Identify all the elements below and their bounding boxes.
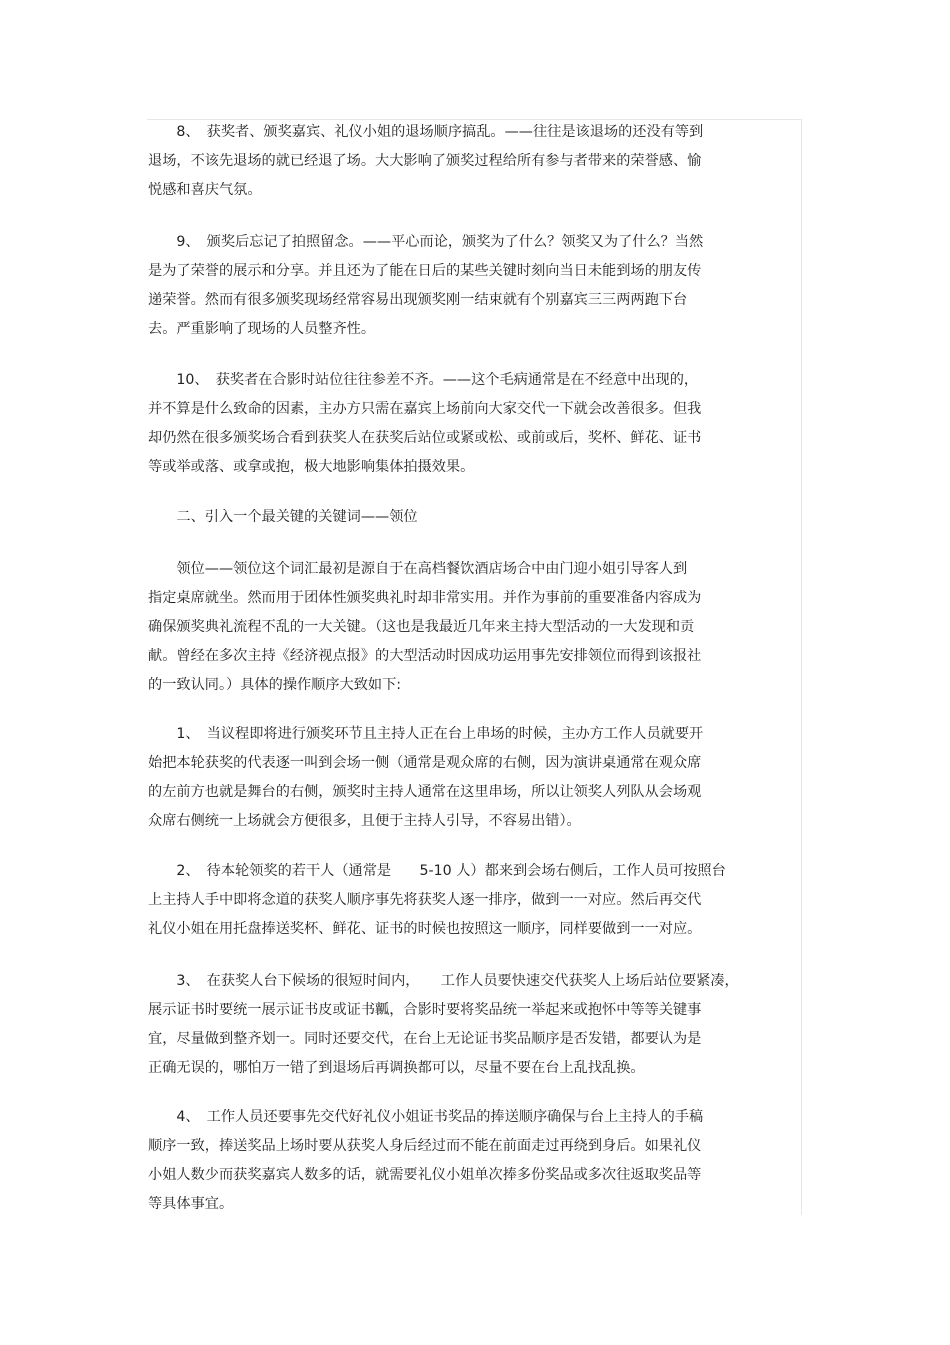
text-line: 1、 当议程即将进行颁奖环节且主持人正在台上串场的时候，主办方工作人员就要开 bbox=[148, 726, 704, 742]
text-line: 等或举或落、或拿或抱，极大地影响集体拍摄效果。 bbox=[148, 459, 475, 475]
text-line: 3、 在获奖人台下候场的很短时间内， 工作人员要快速交代获奖人上场后站位要紧凑， bbox=[148, 973, 739, 989]
text-line: 指定桌席就坐。然而用于团体性颁奖典礼时却非常实用。并作为事前的重要准备内容成为 bbox=[148, 590, 702, 606]
text-line: 宜，尽量做到整齐划一。同时还要交代，在台上无论证书奖品顺序是否发错，都要认为是 bbox=[148, 1031, 702, 1047]
text-line: 小姐人数少而获奖嘉宾人数多的话，就需要礼仪小姐单次捧多份奖品或多次往返取奖品等 bbox=[148, 1167, 702, 1183]
paragraph-step-4 bbox=[148, 1103, 768, 1219]
text-line: 正确无误的，哪怕万一错了到退场后再调换都可以，尽量不要在台上乱找乱换。 bbox=[148, 1060, 645, 1076]
text-line: 退场，不该先退场的就已经退了场。大大影响了颁奖过程给所有参与者带来的荣誉感、愉 bbox=[148, 153, 702, 169]
text-line: 等具体事宜。 bbox=[148, 1196, 234, 1212]
text-line: 却仍然在很多颁奖场合看到获奖人在获奖后站位或紧或松、或前或后，奖杯、鲜花、证书 bbox=[148, 430, 702, 446]
paragraph-item-8 bbox=[148, 118, 768, 205]
paragraph-item-9 bbox=[148, 228, 768, 344]
text-line: 的左前方也就是舞台的右侧，颁奖时主持人通常在这里串场，所以让领奖人列队从会场观 bbox=[148, 784, 702, 800]
text-line: 众席右侧统一上场就会方便很多，且便于主持人引导，不容易出错）。 bbox=[148, 813, 581, 829]
section-heading bbox=[148, 503, 768, 532]
text-line: 并不算是什么致命的因素，主办方只需在嘉宾上场前向大家交代一下就会改善很多。但我 bbox=[148, 401, 702, 417]
text-line: 10、 获奖者在合影时站位往往参差不齐。——这个毛病通常是在不经意中出现的， bbox=[148, 372, 699, 388]
text-line: 递荣誉。然而有很多颁奖现场经常容易出现颁奖刚一结束就有个别嘉宾三三两两跑下台 bbox=[148, 292, 688, 308]
text-line: 悦感和喜庆气氛。 bbox=[148, 182, 262, 198]
text-line: 2、 待本轮领奖的若干人（通常是 5-10 人）都来到会场右侧后，工作人员可按照台 bbox=[148, 863, 726, 879]
paragraph-step-2 bbox=[148, 857, 768, 944]
paragraph-step-1 bbox=[148, 720, 768, 836]
paragraph-step-3 bbox=[148, 967, 768, 1083]
text-line: 4、 工作人员还要事先交代好礼仪小姐证书奖品的捧送顺序确保与台上主持人的手稿 bbox=[148, 1109, 704, 1125]
text-line: 礼仪小姐在用托盘捧送奖杯、鲜花、证书的时候也按照这一顺序，同样要做到一一对应。 bbox=[148, 921, 702, 937]
text-line: 9、 颁奖后忘记了拍照留念。——平心而论，颁奖为了什么？领奖又为了什么？当然 bbox=[148, 234, 704, 250]
text-line: 8、 获奖者、颁奖嘉宾、礼仪小姐的退场顺序搞乱。——往往是该退场的还没有等到 bbox=[148, 124, 704, 140]
paragraph-lingwei bbox=[148, 555, 768, 700]
text-line: 始把本轮获奖的代表逐一叫到会场一侧（通常是观众席的右侧，因为演讲桌通常在观众席 bbox=[148, 755, 702, 771]
paragraph-item-10 bbox=[148, 366, 768, 482]
text-line: 献。曾经在多次主持《经济视点报》的大型活动时因成功运用事先安排领位而得到该报社 bbox=[148, 648, 702, 664]
text-line: 上主持人手中即将念道的获奖人顺序事先将获奖人逐一排序，做到一一对应。然后再交代 bbox=[148, 892, 702, 908]
text-line: 确保颁奖典礼流程不乱的一大关键。（这也是我最近几年来主持大型活动的一大发现和贡 bbox=[148, 619, 695, 635]
heading-text: 二、引入一个最关键的关键词——领位 bbox=[148, 509, 418, 525]
text-line: 的一致认同。）具体的操作顺序大致如下: bbox=[148, 677, 402, 693]
text-line: 顺序一致，捧送奖品上场时要从获奖人身后经过而不能在前面走过再绕到身后。如果礼仪 bbox=[148, 1138, 702, 1154]
text-line: 去。严重影响了现场的人员整齐性。 bbox=[148, 321, 376, 337]
text-line: 是为了荣誉的展示和分享。并且还为了能在日后的某些关键时刻向当日未能到场的朋友传 bbox=[148, 263, 702, 279]
text-line: 展示证书时要统一展示证书皮或证书瓤，合影时要将奖品统一举起来或抱怀中等等关键事 bbox=[148, 1002, 702, 1018]
text-line: 领位——领位这个词汇最初是源自于在高档餐饮酒店场合中由门迎小姐引导客人到 bbox=[148, 561, 688, 577]
